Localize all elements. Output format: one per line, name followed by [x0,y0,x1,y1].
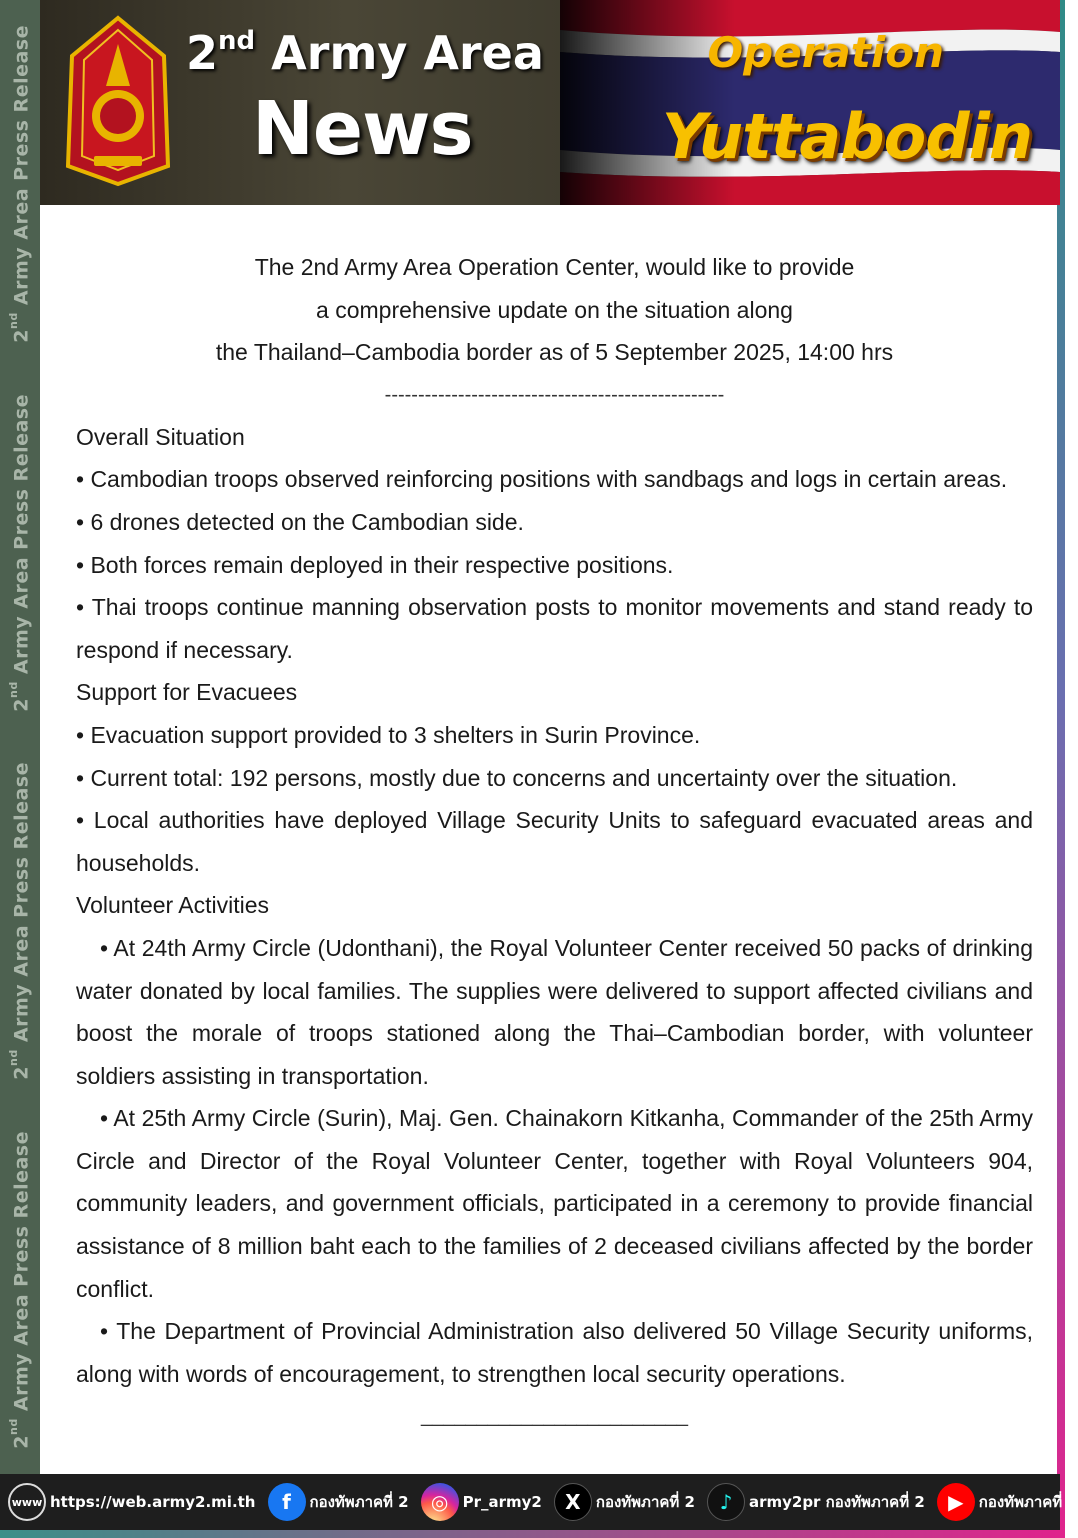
list-item: • At 25th Army Circle (Surin), Maj. Gen. Chainakorn Kitkanha, Commander of the 25th Army Circle and Director of the Royal Volunteer Center, together with Royal Volunteers 904, community leaders, and government officials, participated in a ceremony to provide financial assistance of 8 million baht each to the families of 2 deceased civilians affected by the border conflict. [76,1105,1033,1302]
section-title-evacuees: Support for Evacuees [76,679,298,706]
side-strip-text-group [0,0,40,1474]
tiktok-label: army2pr กองทัพภาคที่ 2 [748,1493,925,1511]
side-strip-text: 2nd Army Area Press Release [7,25,33,344]
facebook-label: กองทัพภาคที่ 2 [309,1493,409,1511]
press-release-body [76,246,1033,1437]
instagram-icon: ◎ [421,1483,459,1521]
facebook-icon: f [268,1483,306,1521]
side-strip [0,0,40,1474]
right-frame-border [1057,0,1065,1538]
website-label: https://web.army2.mi.th [50,1493,256,1511]
facebook-link[interactable] [268,1483,409,1521]
header-banner [40,0,1060,205]
instagram-label: Pr_army2 [462,1493,542,1511]
header-title-army-area: 2nd Army Area [186,26,544,80]
x-link[interactable] [554,1483,695,1521]
operation-label: Operation [707,28,944,77]
intro-line: The 2nd Army Area Operation Center, would like to provide [254,254,855,280]
intro-line: a comprehensive update on the situation along [316,296,793,323]
section-title-volunteer: Volunteer Activities [76,892,270,919]
list-item: • The Department of Provincial Administration also delivered 50 Village Security uniforms, along with words of encouragement, to strengthen local security operations. [76,1318,1033,1387]
intro-block [76,246,1033,374]
tiktok-link[interactable] [707,1483,925,1521]
side-strip-text: 2nd Army Area Press Release [7,762,33,1081]
website-link[interactable] [8,1483,256,1521]
list-item: • Current total: 192 persons, mostly due to concerns and uncertainty over the situation. [76,764,958,791]
end-divider-line: ________________________ [421,1405,688,1428]
youtube-label: กองทัพภาคที่ 2 [978,1493,1078,1511]
operation-name: Yuttabodin [661,100,1032,173]
x-icon: X [554,1483,592,1521]
list-item: • Both forces remain deployed in their respective positions. [76,551,674,578]
x-label: กองทัพภาคที่ 2 [595,1493,695,1511]
globe-icon: www [8,1483,46,1521]
list-item: • At 24th Army Circle (Udonthani), the Royal Volunteer Center received 50 packs of drinking water donated by local families. The supplies were delivered to support affected civilians and boost the morale of troops stationed along the Thai–Cambodian border, with volunteer soldiers assisting in transportation. [76,934,1033,1089]
instagram-link[interactable] [421,1483,542,1521]
intro-line: the Thailand–Cambodia border as of 5 September 2025, 14:00 hrs [215,339,894,366]
youtube-icon: ▶ [937,1483,975,1521]
youtube-link[interactable] [937,1483,1078,1521]
bottom-gradient-bar [0,1530,1065,1538]
list-item: • Thai troops continue manning observation posts to monitor movements and stand ready to respond if necessary. [76,594,1033,663]
tiktok-icon: ♪ [707,1483,745,1521]
footer-social-bar [0,1474,1078,1530]
army-emblem-logo [64,16,172,186]
section-title-overall: Overall Situation [76,423,245,450]
side-strip-text: 2nd Army Area Press Release [7,1130,33,1449]
header-title-news: News [252,86,473,172]
side-strip-text: 2nd Army Area Press Release [7,393,33,712]
list-item: • Local authorities have deployed Village Security Units to safeguard evacuated areas and households. [76,807,1033,876]
divider-line: --------------------------------------------------- [384,383,725,406]
list-item: • Cambodian troops observed reinforcing positions with sandbags and logs in certain areas. [76,466,1008,493]
list-item: • Evacuation support provided to 3 shelters in Surin Province. [76,721,701,748]
list-item: • 6 drones detected on the Cambodian side. [76,508,524,535]
